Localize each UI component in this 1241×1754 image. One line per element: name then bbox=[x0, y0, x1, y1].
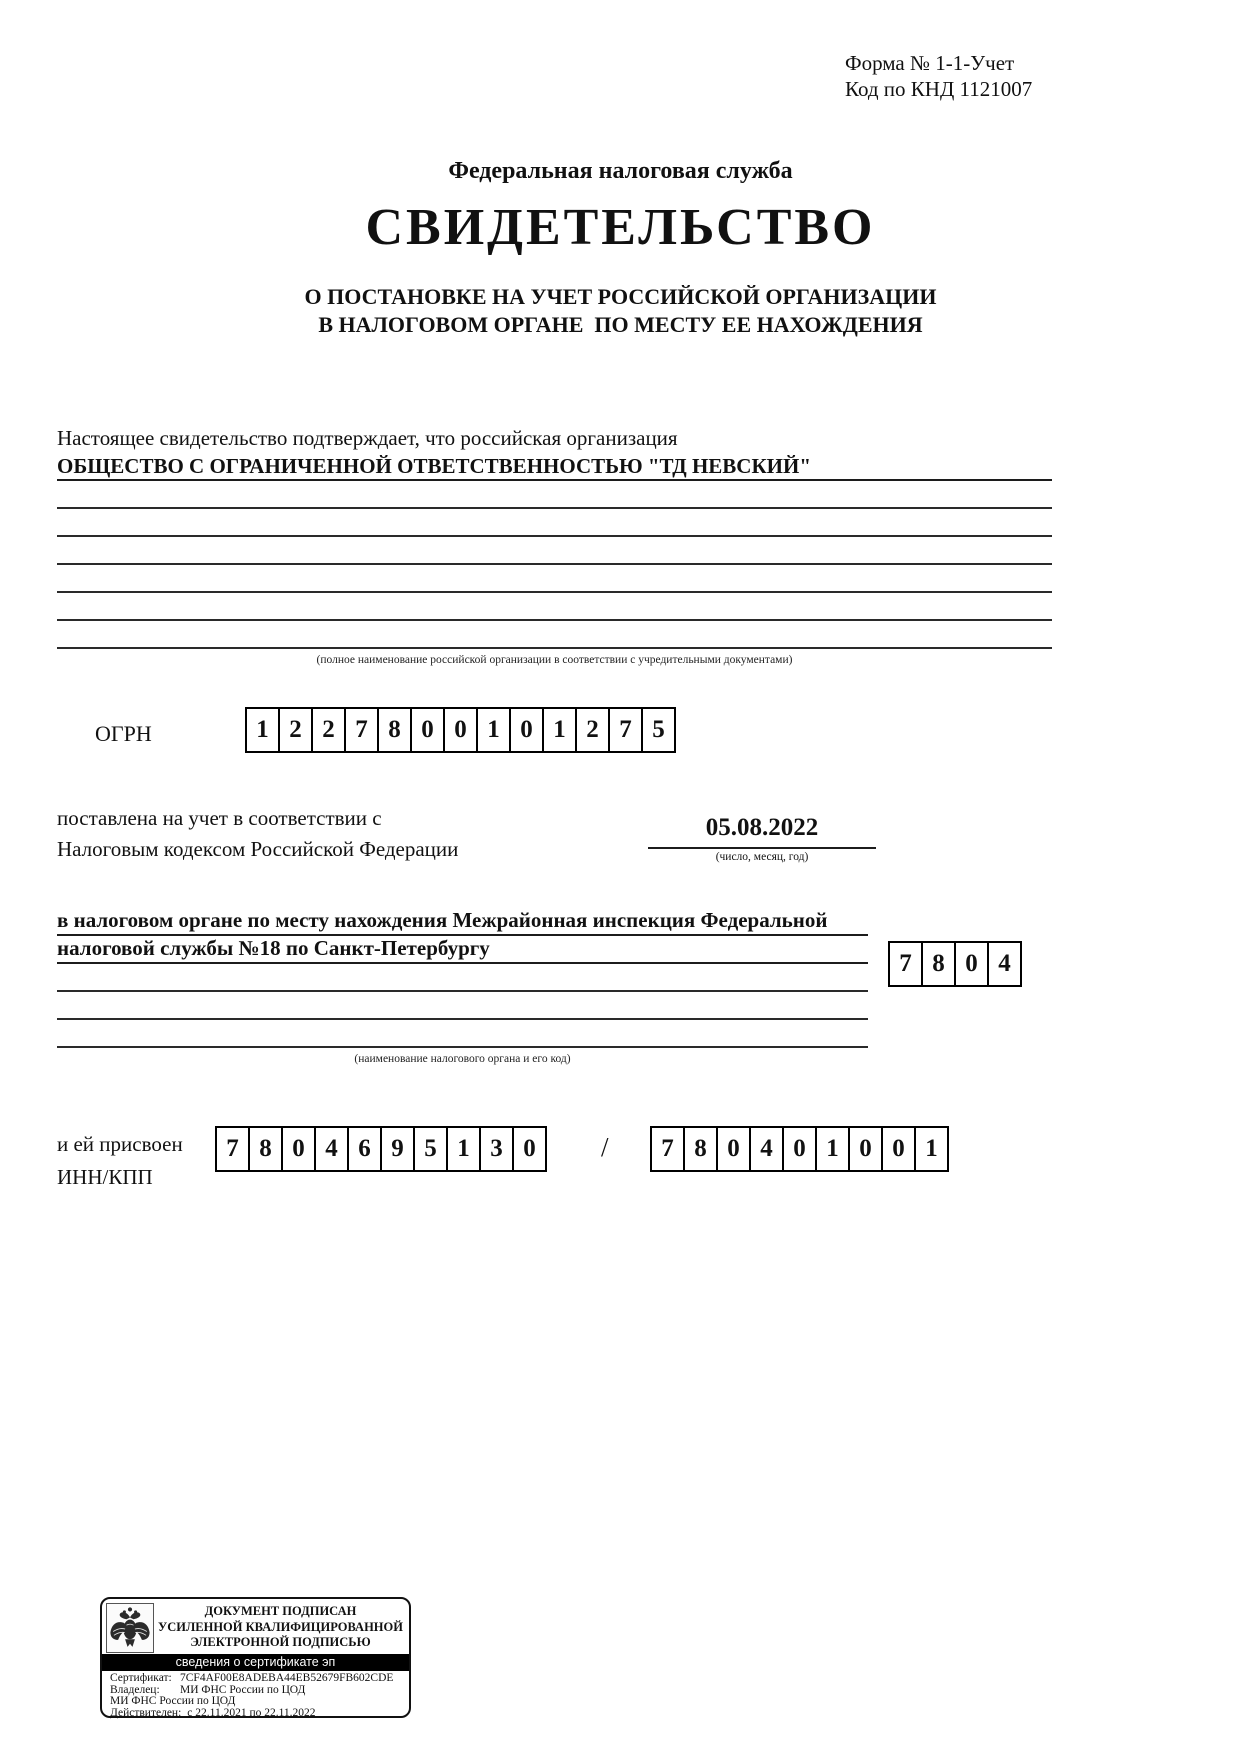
digit-cell: 6 bbox=[347, 1126, 382, 1172]
owner-label: Владелец: bbox=[110, 1683, 160, 1696]
blank-line bbox=[57, 964, 868, 992]
blank-line bbox=[57, 537, 1052, 565]
digit-cell: 9 bbox=[380, 1126, 415, 1172]
digit-cell: 0 bbox=[410, 707, 445, 753]
digit-cell: 0 bbox=[716, 1126, 751, 1172]
digit-cell: 0 bbox=[782, 1126, 817, 1172]
owner-org-line: МИ ФНС России по ЦОД bbox=[110, 1695, 236, 1708]
blank-line bbox=[57, 992, 868, 1020]
digit-cell: 7 bbox=[608, 707, 643, 753]
stamp-details bbox=[110, 1673, 405, 1719]
subtitle-line-1: О ПОСТАНОВКЕ НА УЧЕТ РОССИЙСКОЙ ОРГАНИЗАЦИИ bbox=[304, 284, 937, 309]
tax-organ-line-1: в налоговом органе по месту нахождения Межрайонная инспекция Федеральной bbox=[57, 908, 868, 936]
form-code-block bbox=[845, 50, 1032, 102]
blank-line bbox=[57, 565, 1052, 593]
certificate-value: 7CF4AF00E8ADEBA44EB52679FB602CDE bbox=[180, 1672, 394, 1684]
kpp-digit-boxes bbox=[650, 1126, 949, 1172]
digit-cell: 1 bbox=[914, 1126, 949, 1172]
validity-row bbox=[110, 1708, 405, 1720]
stamp-certificate-bar: сведения о сертификате эп bbox=[102, 1654, 409, 1671]
stamp-title-line-1: ДОКУМЕНТ ПОДПИСАН bbox=[204, 1604, 357, 1618]
digit-cell: 0 bbox=[281, 1126, 316, 1172]
inn-digit-boxes bbox=[215, 1126, 547, 1172]
blank-line bbox=[57, 481, 1052, 509]
subtitle-line-2: В НАЛОГОВОМ ОРГАНЕ ПО МЕСТУ ЕЕ НАХОЖДЕНИЯ bbox=[318, 312, 923, 337]
certificate-row bbox=[110, 1673, 405, 1685]
digit-cell: 0 bbox=[954, 941, 989, 987]
stamp-title-line-3: ЭЛЕКТРОННОЙ ПОДПИСЬЮ bbox=[190, 1635, 371, 1649]
digit-cell: 3 bbox=[479, 1126, 514, 1172]
knd-code: Код по КНД 1121007 bbox=[845, 77, 1033, 101]
digit-cell: 1 bbox=[815, 1126, 850, 1172]
electronic-signature-stamp bbox=[100, 1597, 411, 1718]
digit-cell: 4 bbox=[314, 1126, 349, 1172]
blank-line bbox=[57, 1020, 868, 1048]
inn-kpp-section bbox=[0, 1126, 1241, 1196]
registration-date-block bbox=[648, 814, 876, 863]
digit-cell: 8 bbox=[683, 1126, 718, 1172]
registration-line-1: поставлена на учет в соответствии с bbox=[57, 806, 382, 830]
coat-of-arms-icon bbox=[106, 1603, 154, 1653]
digit-cell: 4 bbox=[987, 941, 1022, 987]
digit-cell: 5 bbox=[413, 1126, 448, 1172]
digit-cell: 0 bbox=[509, 707, 544, 753]
digit-cell: 5 bbox=[641, 707, 676, 753]
registration-statement bbox=[57, 803, 617, 865]
assigned-label-line-2: ИНН/КПП bbox=[57, 1165, 153, 1189]
registration-date: 05.08.2022 bbox=[648, 814, 876, 849]
ogrn-label: ОГРН bbox=[95, 721, 152, 746]
digit-cell: 1 bbox=[542, 707, 577, 753]
stamp-title-line-2: УСИЛЕННОЙ КВАЛИФИЦИРОВАННОЙ bbox=[158, 1619, 403, 1634]
digit-cell: 2 bbox=[311, 707, 346, 753]
registration-date-caption: (число, месяц, год) bbox=[715, 851, 809, 863]
intro-text: Настоящее свидетельство подтверждает, что российская организация bbox=[57, 426, 678, 450]
ogrn-section bbox=[0, 707, 1241, 767]
blank-line bbox=[57, 621, 1052, 649]
stamp-title bbox=[156, 1604, 405, 1651]
validity-value: с 22.11.2021 по 22.11.2022 bbox=[187, 1706, 316, 1719]
digit-cell: 8 bbox=[248, 1126, 283, 1172]
organization-name: ОБЩЕСТВО С ОГРАНИЧЕННОЙ ОТВЕТСТВЕННОСТЬЮ "ТД НЕВСКИЙ" bbox=[57, 454, 1052, 481]
digit-cell: 0 bbox=[881, 1126, 916, 1172]
digit-cell: 7 bbox=[344, 707, 379, 753]
tax-organ-section bbox=[57, 908, 868, 1065]
ogrn-digit-boxes bbox=[245, 707, 676, 753]
certificate-label: Сертификат: bbox=[110, 1672, 172, 1684]
digit-cell: 8 bbox=[377, 707, 412, 753]
digit-cell: 7 bbox=[215, 1126, 250, 1172]
digit-cell: 2 bbox=[575, 707, 610, 753]
tax-organ-caption: (наименование налогового органа и его код) bbox=[354, 1053, 571, 1065]
tax-organ-line-2: налоговой службы №18 по Санкт-Петербургу bbox=[57, 936, 868, 964]
inn-kpp-label bbox=[57, 1128, 183, 1194]
owner-value: МИ ФНС России по ЦОД bbox=[180, 1683, 306, 1696]
tax-organ-code-boxes bbox=[888, 941, 1022, 987]
organization-name-caption: (полное наименование российской организации в соответствии с учредительными документами) bbox=[316, 654, 793, 666]
digit-cell: 1 bbox=[476, 707, 511, 753]
blank-line bbox=[57, 509, 1052, 537]
digit-cell: 1 bbox=[245, 707, 280, 753]
inn-kpp-separator: / bbox=[601, 1132, 609, 1162]
validity-label: Действителен: bbox=[110, 1706, 182, 1719]
digit-cell: 0 bbox=[848, 1126, 883, 1172]
digit-cell: 4 bbox=[749, 1126, 784, 1172]
digit-cell: 8 bbox=[921, 941, 956, 987]
organization-section bbox=[57, 426, 1052, 666]
blank-line bbox=[57, 593, 1052, 621]
registration-line-2: Налоговым кодексом Российской Федерации bbox=[57, 837, 459, 861]
digit-cell: 7 bbox=[650, 1126, 685, 1172]
agency-name: Федеральная налоговая служба bbox=[448, 158, 793, 184]
digit-cell: 1 bbox=[446, 1126, 481, 1172]
form-number: Форма № 1-1-Учет bbox=[845, 51, 1015, 75]
assigned-label-line-1: и ей присвоен bbox=[57, 1132, 183, 1156]
document-subtitle bbox=[0, 283, 1241, 339]
digit-cell: 0 bbox=[443, 707, 478, 753]
digit-cell: 0 bbox=[512, 1126, 547, 1172]
digit-cell: 7 bbox=[888, 941, 923, 987]
document-title: СВИДЕТЕЛЬСТВО bbox=[365, 199, 876, 256]
digit-cell: 2 bbox=[278, 707, 313, 753]
